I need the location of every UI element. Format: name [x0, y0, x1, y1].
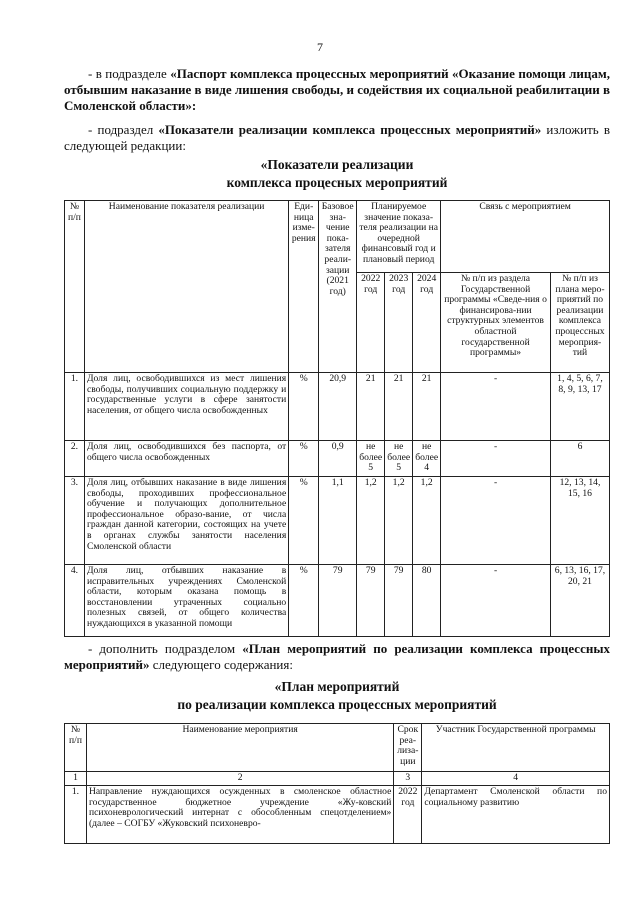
row-2022: 21: [357, 373, 385, 441]
row-2023: 79: [385, 565, 413, 637]
header-unit: Еди-ница изме-рения: [289, 201, 319, 373]
intro-line1-plain: - в подразделе: [88, 66, 171, 81]
addition-paragraph: [64, 641, 610, 673]
row-link-plan: 1, 4, 5, 6, 7, 8, 9, 13, 17: [550, 373, 609, 441]
addition-plain-a: - дополнить подразделом: [88, 641, 243, 656]
plan-row-num: 1.: [65, 786, 87, 844]
section1-title-line2: комплекса процесных мероприятий: [226, 175, 448, 190]
row-2024: 21: [413, 373, 441, 441]
row-num: 1.: [65, 373, 85, 441]
header-base: Базовое зна-чение пока-зателя реали-зации (2021 год): [319, 201, 357, 373]
row-name: Доля лиц, освободившихся из мест лишения свободы, получивших социальную поддержку и государственные услуги в сфере занятости населения, от общего числа освобожденных: [84, 373, 288, 441]
plan-header-name: Наименование мероприятия: [86, 724, 393, 772]
plan-row-participant: Департамент Смоленской области по социальному развитию: [422, 786, 610, 844]
row-2022: не более 5: [357, 441, 385, 477]
section2-title: [64, 678, 610, 714]
row-unit: %: [289, 441, 319, 477]
row-2023: 21: [385, 373, 413, 441]
plan-colnum-1: 1: [65, 772, 87, 786]
table-row: [65, 786, 610, 844]
plan-header-num: № п/п: [65, 724, 87, 772]
intro-paragraph-1: [64, 66, 610, 114]
table-row: [65, 373, 610, 441]
plan-colnum-4: 4: [422, 772, 610, 786]
table-row: [65, 477, 610, 565]
row-link-program: -: [441, 565, 551, 637]
header-num: № п/п: [65, 201, 85, 373]
plan-header-term: Срок реа-лиза-ции: [394, 724, 422, 772]
table-row: [65, 441, 610, 477]
intro-line1-bold: «Паспорт комплекса процессных мероприятий «Оказание помощи лицам, отбывшим наказание в виде лишения свободы, и содействия их социальной реабилитации в Смоленской области»:: [64, 66, 611, 113]
row-unit: %: [289, 477, 319, 565]
row-2022: 79: [357, 565, 385, 637]
header-2023: 2023 год: [385, 273, 413, 373]
row-name: Доля лиц, освободившихся без паспорта, от общего числа освобожденных: [84, 441, 288, 477]
header-link-plan: № п/п из плана меро-приятий по реализации комплекса процессных мероприя-тий: [550, 273, 609, 373]
row-link-program: -: [441, 477, 551, 565]
header-link-program: № п/п из раздела Государственной программы «Сведе-ния о финансирова-нии структурных элементов областной государственной программы»: [441, 273, 551, 373]
header-2024: 2024 год: [413, 273, 441, 373]
row-base: 20,9: [319, 373, 357, 441]
row-unit: %: [289, 373, 319, 441]
header-name: Наименование показателя реализации: [84, 201, 288, 373]
row-num: 3.: [65, 477, 85, 565]
plan-header-participant: Участник Государственной программы: [422, 724, 610, 772]
plan-colnum-3: 3: [394, 772, 422, 786]
section1-title-line1: «Показатели реализации: [260, 157, 414, 172]
section2-title-line1: «План мероприятий: [274, 679, 400, 694]
row-link-plan: 6, 13, 16, 17, 20, 21: [550, 565, 609, 637]
row-base: 79: [319, 565, 357, 637]
row-link-program: -: [441, 373, 551, 441]
section1-title: [64, 156, 610, 192]
header-2022: 2022 год: [357, 273, 385, 373]
row-link-plan: 12, 13, 14, 15, 16: [550, 477, 609, 565]
intro-line2-plain-a: - подраздел: [88, 122, 159, 137]
section2-title-line2: по реализации комплекса процессных мероприятий: [177, 697, 497, 712]
intro-line2-plain-b: изложить в следующей редакции:: [64, 122, 610, 153]
indicators-table: [64, 200, 610, 637]
row-2024: не более 4: [413, 441, 441, 477]
addition-bold: «План мероприятий по реализации комплекса процессных мероприятий»: [64, 641, 610, 672]
row-num: 2.: [65, 441, 85, 477]
header-link: Связь с мероприятием: [441, 201, 610, 273]
plan-row-name: Направление нуждающихся осужденных в смоленское областное государственное бюджетное учреждение «Жу-ковский психоневрологический интернат с обособленным спецотделением» (далее – СОГБУ «Жуковский психоневро-: [86, 786, 393, 844]
row-num: 4.: [65, 565, 85, 637]
row-2024: 1,2: [413, 477, 441, 565]
row-2022: 1,2: [357, 477, 385, 565]
row-base: 1,1: [319, 477, 357, 565]
row-2024: 80: [413, 565, 441, 637]
row-name: Доля лиц, отбывших наказание в исправительных учреждениях Смоленской области, которым оказана помощь в восстановлении утраченных социально полезных связей, от общего количества нуждающихся в указанной помощи: [84, 565, 288, 637]
plan-table: [64, 723, 610, 844]
page-number: 7: [317, 40, 323, 54]
row-2023: не более 5: [385, 441, 413, 477]
intro-line2-bold: «Показатели реализации комплекса процессных мероприятий»: [158, 122, 542, 137]
row-base: 0,9: [319, 441, 357, 477]
row-name: Доля лиц, отбывших наказание в виде лишения свободы, проходивших профессиональное обучение и получающих дополнительное профессиональное образо-вание, от числа граждан данной категории, состоящих на учете в органах службы занятости населения Смоленской области: [84, 477, 288, 565]
plan-colnum-2: 2: [86, 772, 393, 786]
row-2023: 1,2: [385, 477, 413, 565]
row-link-program: -: [441, 441, 551, 477]
intro-paragraph-2: [64, 122, 610, 154]
row-link-plan: 6: [550, 441, 609, 477]
table-row: [65, 565, 610, 637]
row-unit: %: [289, 565, 319, 637]
plan-row-term: 2022 год: [394, 786, 422, 844]
addition-plain-b: следующего содержания:: [149, 657, 293, 672]
header-planned: Планируемое значение показа-теля реализации на очередной финансовый год и плановый период: [357, 201, 441, 273]
